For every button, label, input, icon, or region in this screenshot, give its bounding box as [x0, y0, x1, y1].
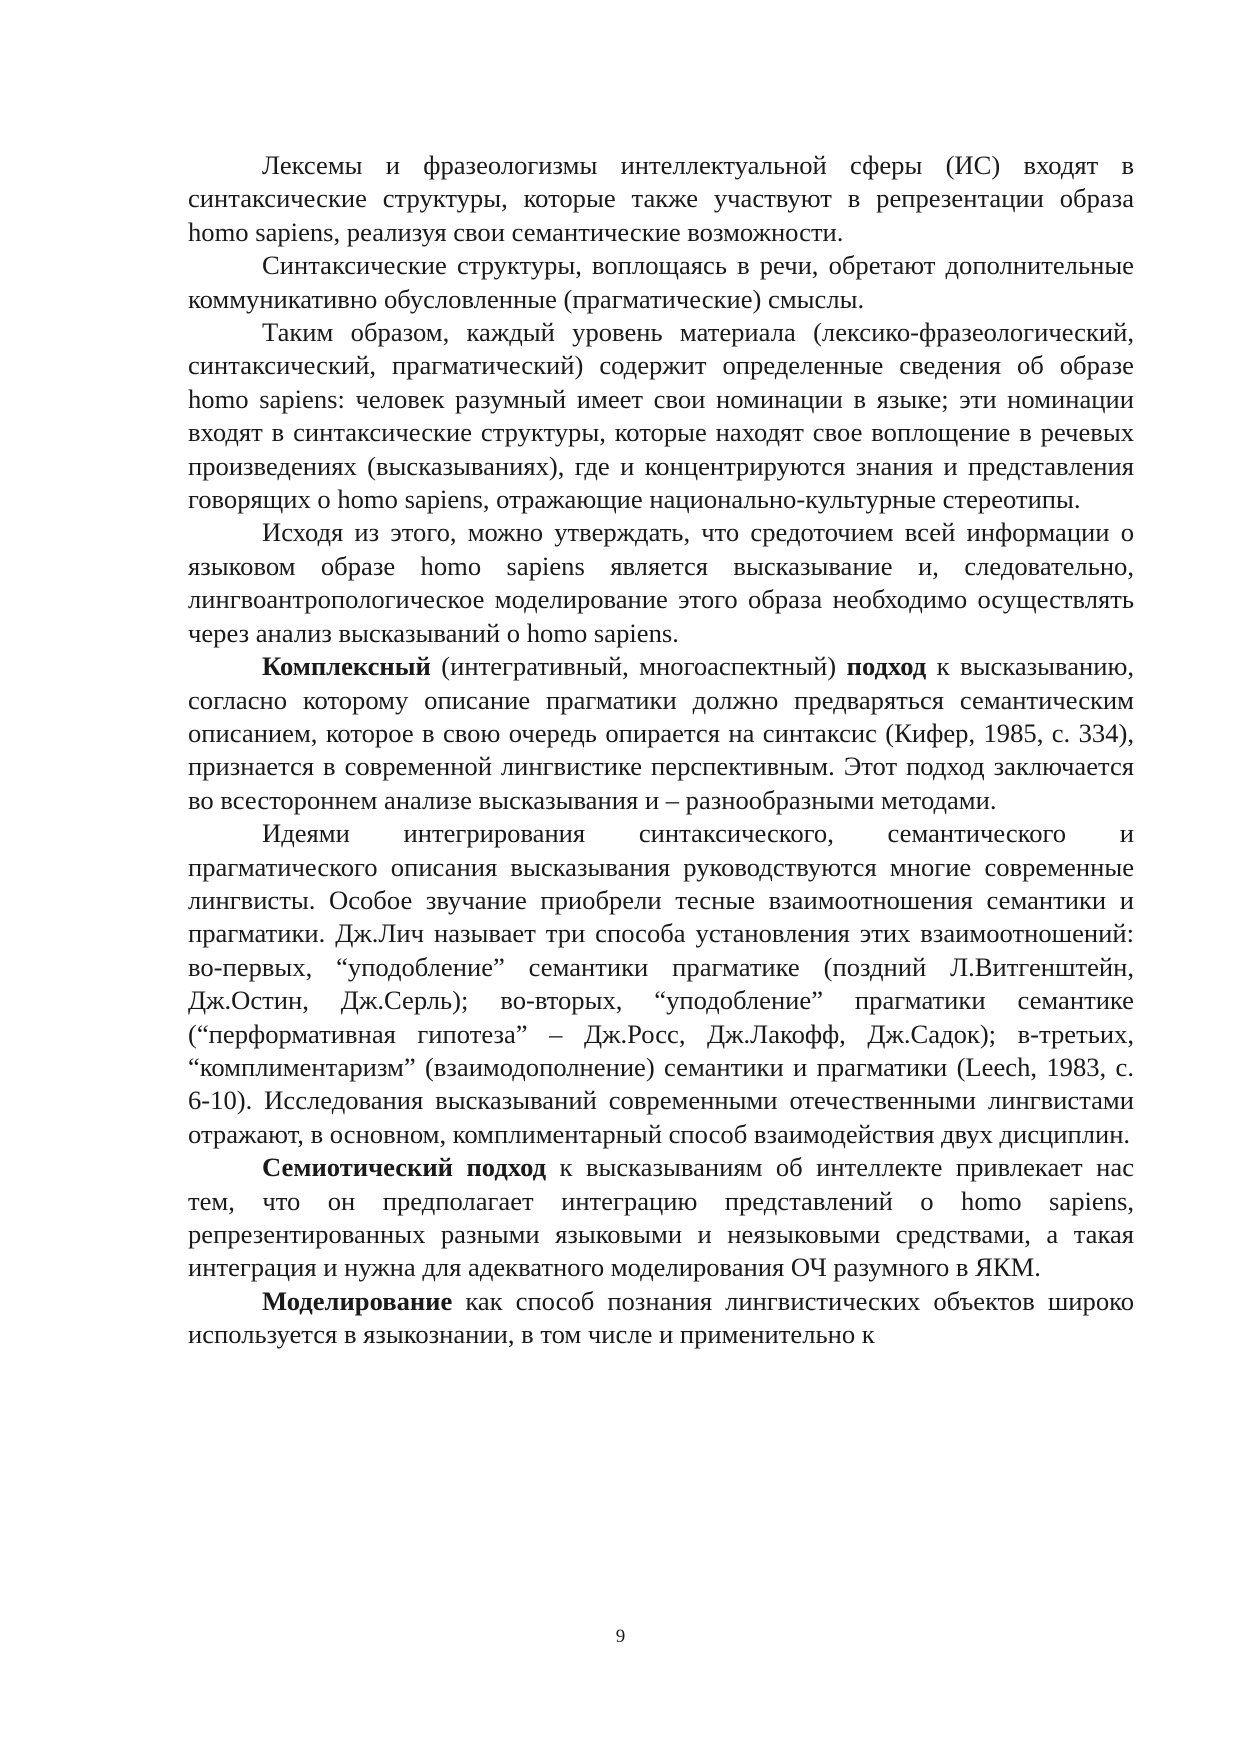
paragraph-text: как способ познания лингвистических объектов широко используется в языкознании, в том числе и применительно к [188, 1285, 1134, 1350]
paragraph-semiotic-approach [188, 1151, 1134, 1285]
document-page [188, 149, 1134, 1352]
paragraph-syntactic-structures [188, 249, 1134, 316]
paragraph-text: Идеями интегрирования синтаксического, семантического и прагматического описания высказывания руководствуются многие современные лингвисты. Особое звучание приобрели тесные взаимоотношения семантики и прагматики. Дж.Лич называет три способа установления этих взаимоотношений: во-первых, “уподобление” семантики прагматике (поздний Л.Витгенштейн, Дж.Остин, Дж.Серль); во-вторых, “уподобление” прагматики семантике (“перформативная гипотеза” – Дж.Росс, Дж.Лакофф, Дж.Садок); в-третьих, “комплиментаризм” (взаимодополнение) семантики и прагматики (Leech, 1983, с. 6-10). Исследования высказываний современными отечественными лингвистами отражают, в основном, комплиментарный способ взаимодействия двух дисциплин. [188, 818, 1134, 1149]
paragraph-text: к высказыванию, согласно которому описание прагматики должно предваряться семантическим описанием, которое в свою очередь опирается на синтаксис (Кифер, 1985, с. 334), признается в современной лингвистике перспективным. Этот подход заключается во всестороннем анализе высказывания и – разнообразными методами. [188, 651, 1134, 815]
bold-term-approach: подход [846, 651, 927, 682]
paragraph-text: Исходя из этого, можно утверждать, что средоточием всей информации о языковом образе homo sapiens является высказывание и, следовательно, лингвоантропологическое моделирование этого образа необходимо осуществлять через анализ высказываний о homo sapiens. [188, 517, 1134, 648]
paragraph-modeling [188, 1285, 1134, 1352]
page-number: 9 [615, 1626, 626, 1647]
paragraph-integration-ideas [188, 817, 1134, 1151]
paragraph-text: к высказываниям об интеллекте привлекает нас тем, что он предполагает интеграцию представлений о homo sapiens, репрезентированных разными языковыми и неязыковыми средствами, а такая интеграция и нужна для адекватного моделирования ОЧ разумного в ЯКМ. [188, 1152, 1134, 1283]
paragraph-lexemes [188, 149, 1134, 249]
paragraph-text-middle: (интегративный, многоаспектный) [430, 651, 847, 682]
paragraph-utterance-focus [188, 516, 1134, 650]
paragraph-text: Таким образом, каждый уровень материала (лексико-фразеологический, синтаксический, прагматический) содержит определенные сведения об образе homo sapiens: человек разумный имеет свои номинации в языке; эти номинации входят в синтаксические структуры, которые находят свое воплощение в речевых произведениях (высказываниях), где и концентрируются знания и представления говорящих о homo sapiens, отражающие национально-культурные стереотипы. [188, 317, 1134, 515]
bold-term-semiotic: Семиотический подход [262, 1152, 547, 1183]
paragraph-complex-approach [188, 650, 1134, 817]
paragraph-text: Синтаксические структуры, воплощаясь в речи, обретают дополнительные коммуникативно обусловленные (прагматические) смыслы. [188, 250, 1134, 314]
bold-term-complex: Комплексный [262, 651, 431, 682]
paragraph-text: Лексемы и фразеологизмы интеллектуальной сферы (ИС) входят в синтаксические структуры, которые также участвуют в репрезентации образа homo sapiens, реализуя свои семантические возможности. [188, 150, 1134, 247]
bold-term-modeling: Моделирование [262, 1285, 453, 1316]
paragraph-material-levels [188, 316, 1134, 516]
